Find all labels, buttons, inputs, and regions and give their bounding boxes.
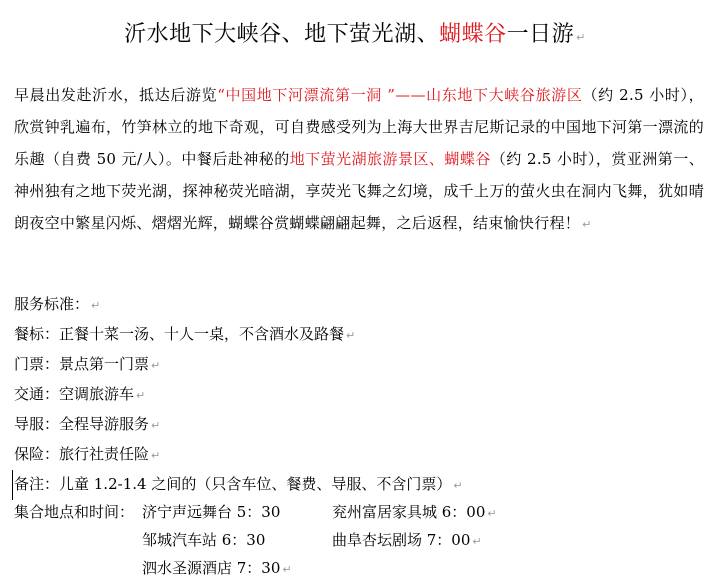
meeting-point	[332, 526, 482, 556]
itinerary-highlight-firefly-lake: 地下萤光湖旅游景区、蝴蝶谷	[289, 150, 491, 168]
paragraph-mark-icon: ↵	[151, 449, 161, 462]
paragraph-mark-icon: ↵	[136, 389, 146, 402]
meeting-label: 集合地点和时间：	[14, 503, 135, 521]
paragraph-mark-icon: ↵	[487, 507, 497, 520]
meeting-row	[14, 526, 704, 554]
page-title	[0, 18, 710, 55]
service-notes[interactable]	[12, 470, 704, 500]
paragraph-mark-icon: ↵	[282, 563, 292, 576]
meeting-point-text: 泗水圣源酒店 7：30	[142, 559, 281, 577]
meeting-point-text: 兖州富居家具城 6：00	[332, 503, 486, 521]
service-notes-text: 备注：儿童 1.2-1.4 之间的（只含车位、餐费、导服、不含门票）	[14, 475, 452, 493]
service-heading-text: 服务标准：	[14, 295, 90, 313]
meeting-point-text: 邹城汽车站 6：30	[142, 531, 266, 549]
service-heading	[14, 290, 704, 320]
title-highlight-butterfly-valley: 蝴蝶谷	[439, 22, 507, 47]
meeting-point	[142, 554, 292, 584]
meeting-point	[142, 526, 265, 554]
meeting-point-text: 曲阜杏坛剧场 7：00	[332, 531, 471, 549]
service-tickets	[14, 350, 704, 380]
service-guide	[14, 410, 704, 440]
service-guide-text: 导服：全程导游服务	[14, 415, 150, 433]
meeting-row	[14, 498, 704, 526]
title-part-1: 沂水地下大峡谷、地下萤光湖、	[124, 22, 440, 47]
title-part-3: 一日游	[506, 22, 575, 47]
paragraph-mark-icon: ↵	[151, 359, 161, 372]
itinerary-paragraph	[14, 79, 704, 241]
meeting-point	[332, 498, 497, 528]
paragraph-mark-icon: ↵	[582, 218, 592, 231]
itinerary-text-1: 早晨出发赴沂水，抵达后游览	[14, 86, 218, 104]
itinerary-text-3: （约 2.5 小时），赏亚洲第一、神州独有之地下荧光湖，探神秘荧光暗湖，享荧光飞舞之幻境，成千上万的萤火虫在洞内飞舞，犹如晴朗夜空中繁星闪烁、熠熠光辉，蝴蝶谷赏蝴蝶翩翩起舞，之后返程，结束愉快行程！	[14, 150, 705, 232]
service-meals	[14, 320, 704, 350]
paragraph-mark-icon: ↵	[453, 479, 463, 492]
paragraph-mark-icon: ↵	[472, 535, 482, 548]
itinerary-text-2: （约 2.5 小时），欣赏钟乳遍布，竹笋林立的地下奇观，可自费感受列为上海大世界吉尼斯记录的中国地下河第一漂流的乐趣（自费 50 元/人）。中餐后赴神秘的	[14, 86, 704, 168]
itinerary-highlight-canyon: “中国地下河漂流第一洞 ”——山东地下大峡谷旅游区	[217, 86, 583, 104]
paragraph-mark-icon: ↵	[151, 419, 161, 432]
service-tickets-text: 门票：景点第一门票	[14, 355, 150, 373]
service-standards	[14, 290, 704, 500]
paragraph-mark-icon: ↵	[91, 299, 101, 312]
meeting-row	[14, 554, 704, 582]
service-transport	[14, 380, 704, 410]
paragraph-mark-icon: ↵	[346, 329, 356, 342]
paragraph-mark-icon: ↵	[576, 31, 586, 44]
meeting-points	[14, 498, 704, 582]
service-meals-text: 餐标：正餐十菜一汤、十人一桌，不含酒水及路餐	[14, 325, 345, 343]
meeting-point-text: 济宁声远舞台 5：30	[142, 503, 281, 521]
service-transport-text: 交通：空调旅游车	[14, 385, 135, 403]
service-insurance	[14, 440, 704, 470]
service-insurance-text: 保险：旅行社责任险	[14, 445, 150, 463]
meeting-point	[142, 498, 280, 526]
